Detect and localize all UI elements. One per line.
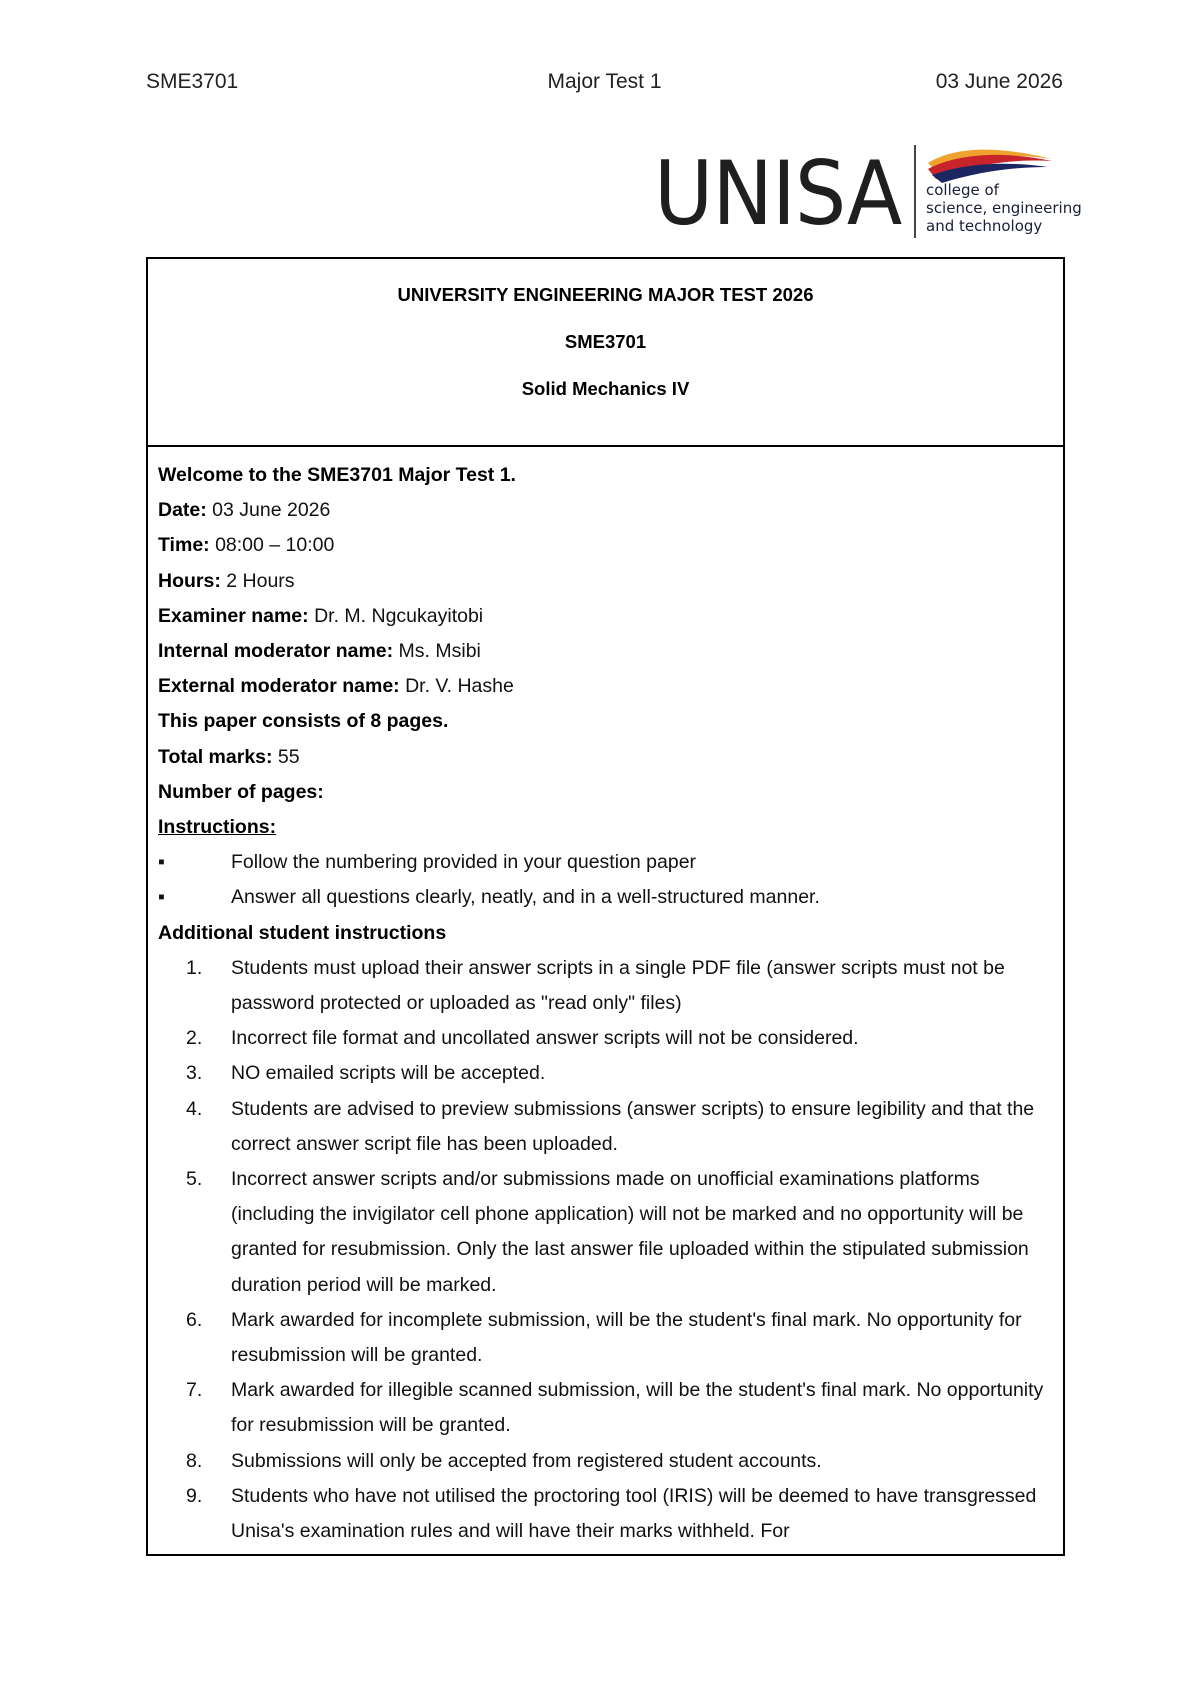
paper-cover-box [146, 257, 1065, 1556]
date-row [158, 493, 1049, 528]
unisa-logo [654, 142, 1082, 245]
welcome-line [158, 458, 1049, 493]
list-item [158, 1162, 1049, 1303]
hours-value: 2 Hours [220, 569, 295, 592]
logo-subtitle-line: and technology [926, 217, 1043, 235]
list-item-text: Mark awarded for illegible scanned submission, will be the student's final mark. No opportunity for resubmission will be granted. [231, 1379, 1044, 1437]
list-item-number: 2. [186, 1027, 203, 1050]
welcome-text: Welcome to the SME3701 Major Test 1. [158, 464, 516, 486]
logo-subtitle [926, 181, 1082, 235]
list-item [158, 1021, 1049, 1056]
list-item [158, 1479, 1049, 1549]
list-item-number: 6. [186, 1308, 203, 1331]
internal-moderator-value: Ms. Msibi [393, 640, 481, 663]
external-moderator-value: Dr. V. Hashe [399, 675, 514, 698]
header-test-name: Major Test 1 [547, 70, 662, 93]
instruction-text: Answer all questions clearly, neatly, and in a well-structured manner. [231, 886, 820, 909]
header-course-code: SME3701 [146, 70, 239, 93]
list-item-number: 9. [186, 1484, 203, 1507]
pages-statement [158, 704, 1049, 739]
list-item-number: 5. [186, 1168, 203, 1191]
paper-course-code: SME3701 [564, 331, 647, 352]
examiner-label: Examiner name: [158, 604, 309, 627]
list-item-text: NO emailed scripts will be accepted. [231, 1062, 546, 1085]
total-marks-row [158, 740, 1049, 775]
instructions-heading-text: Instructions: [158, 816, 277, 839]
total-marks-value: 55 [272, 745, 300, 768]
running-header [146, 70, 1063, 100]
examiner-value: Dr. M. Ngcukayitobi [308, 604, 484, 627]
time-label: Time: [158, 534, 210, 557]
list-item-text: Students who have not utilised the proctoring tool (IRIS) will be deemed to have transgressed Unisa's examination rules and will have their marks withheld. For [231, 1484, 1037, 1543]
list-item-number: 3. [186, 1062, 203, 1085]
internal-moderator-row [158, 634, 1049, 669]
total-marks-label: Total marks: [158, 745, 273, 768]
list-item-text: Students must upload their answer scripts in a single PDF file (answer scripts must not be password protected or uploaded as "read only" files) [231, 956, 1005, 1015]
date-label: Date: [158, 499, 207, 522]
time-row [158, 528, 1049, 563]
hours-row [158, 564, 1049, 599]
list-item [158, 1444, 1049, 1479]
additional-instructions-list [158, 951, 1049, 1549]
list-item-text: Mark awarded for incomplete submission, will be the student's final mark. No opportunity for resubmission will be granted. [231, 1308, 1022, 1367]
list-item [158, 1092, 1049, 1162]
bullet-icon: ▪ [158, 886, 165, 909]
internal-moderator-label: Internal moderator name: [158, 640, 394, 663]
list-item-text: Students are advised to preview submissions (answer scripts) to ensure legibility and that the correct answer script file has been uploaded. [231, 1097, 1035, 1155]
paper-subject: Solid Mechanics IV [521, 378, 690, 399]
list-item [158, 951, 1049, 1021]
logo-subtitle-line: college of [926, 181, 999, 199]
list-item [158, 1056, 1049, 1091]
logo-divider [914, 145, 916, 238]
number-of-pages-row [158, 775, 1049, 810]
instruction-bullet [158, 845, 1049, 880]
logo-subtitle-line: science, engineering [926, 199, 1082, 217]
logo-wordmark: UNISA [654, 142, 902, 245]
header-date: 03 June 2026 [935, 70, 1063, 93]
bullet-icon: ▪ [158, 851, 165, 874]
instructions-heading [158, 810, 1049, 845]
additional-instructions-heading [158, 916, 1049, 951]
list-item-number: 1. [186, 956, 203, 979]
logo-flag-icon [924, 145, 1064, 185]
time-value: 08:00 – 10:00 [209, 534, 335, 557]
external-moderator-row [158, 669, 1049, 704]
instruction-bullet [158, 880, 1049, 915]
list-item-text: Submissions will only be accepted from registered student accounts. [231, 1449, 822, 1472]
number-of-pages-label: Number of pages: [158, 780, 324, 803]
list-item-number: 8. [186, 1449, 203, 1472]
instruction-text: Follow the numbering provided in your question paper [231, 851, 697, 874]
list-item-text: Incorrect answer scripts and/or submissions made on unofficial examinations platforms (including the invigilator cell phone application) will not be marked and no opportunity will be granted for resubmission. Only the last answer file uploaded within the stipulated submission duration period will be marked. [231, 1168, 1029, 1296]
list-item-text: Incorrect file format and uncollated answer scripts will not be considered. [231, 1027, 859, 1050]
examiner-row [158, 599, 1049, 634]
title-block [148, 259, 1063, 447]
additional-heading-text: Additional student instructions [158, 921, 447, 944]
list-item-number: 7. [186, 1379, 203, 1402]
hours-label: Hours: [158, 569, 221, 592]
pages-statement-text: This paper consists of 8 pages. [158, 710, 449, 733]
list-item [158, 1303, 1049, 1373]
paper-title: UNIVERSITY ENGINEERING MAJOR TEST 2026 [397, 284, 814, 305]
list-item-number: 4. [186, 1097, 203, 1120]
date-value: 03 June 2026 [206, 499, 331, 522]
list-item [158, 1373, 1049, 1443]
paper-details [158, 458, 1049, 1549]
external-moderator-label: External moderator name: [158, 675, 400, 698]
